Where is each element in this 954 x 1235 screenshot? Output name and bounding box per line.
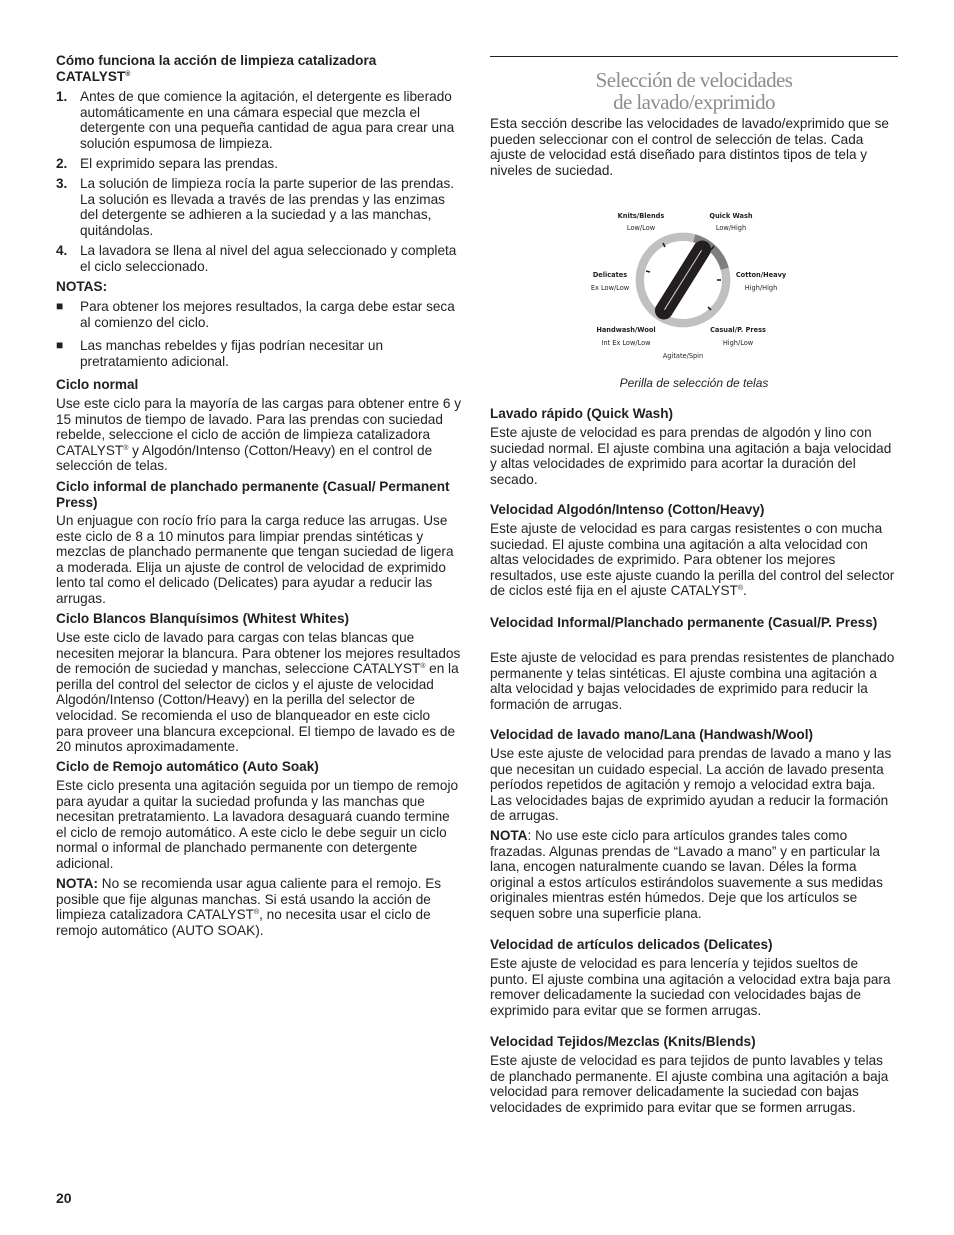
speeds-intro: Esta sección describe las velocidades de lavado/exprimido que se pueden seleccionar con el control de selección de telas. Cada ajuste de velocidad está diseñado para distintos tipos de tela y niveles de suciedad.	[490, 116, 889, 178]
fabric-selector-knob-diagram	[580, 200, 808, 365]
section-text-whites	[56, 630, 461, 755]
section-text-casual: Un enjuague con rocío frío para la carga reduce las arrugas. Use este ciclo de 8 a 10 minutos para limpiar prendas sintéticas y mezclas de planchado permanente que tengan suciedad de ligera a moderada. Elija un ajuste de control de velocidad de exprimido lento tal como el delicado (Delicates) para ayudar a reducir las arrugas.	[56, 513, 454, 606]
section-heading-delicates: Velocidad de artículos delicados (Delicates)	[490, 937, 773, 952]
page-title	[490, 69, 898, 113]
page-number: 20	[56, 1190, 72, 1206]
knob-label-handwash: Handwash/Wool	[596, 326, 656, 334]
step-number: 2.	[56, 156, 68, 171]
step-3	[56, 176, 461, 238]
section-text-soak: Este ciclo presenta una agitación seguida por un tiempo de remojo para ayudar a quitar la suciedad profunda y las manchas que necesitan pretratamiento. La lavadora desaguará cuando termine el ciclo de remojo automático. A este ciclo le debe seguir un ciclo normal o informal de planchado permanente con detergente adicional.	[56, 778, 459, 871]
note-item	[56, 338, 461, 369]
step-number: 4.	[56, 243, 68, 258]
knob-label-agitate: Agitate/Spin	[662, 352, 704, 360]
text-run: No se recomienda usar agua caliente para el remojo. Es posible que fije algunas manchas. Si está usando la acción de limpieza catalizadora CATALYST	[56, 876, 442, 923]
handwash-note	[490, 828, 898, 922]
knob-sub-cotton: High/High	[744, 284, 778, 292]
note-text: Para obtener los mejores resultados, la carga debe estar seca al comienzo del ciclo.	[80, 299, 455, 330]
knob-label-knits: Knits/Blends	[617, 212, 665, 220]
section-text-casual-press: Este ajuste de velocidad es para prendas resistentes de planchado permanente y telas sintéticas. El ajuste combina una agitación a alta velocidad y bajas velocidades de exprimido para reducir la formación de arrugas.	[490, 650, 895, 712]
notes-heading: NOTAS:	[56, 279, 108, 294]
step-text: La solución de limpieza rocía la parte superior de las prendas. La solución es llevada a través de las prendas y las enzimas del detergente se adhieren a la suciedad y a las manchas, quitándolas.	[80, 176, 455, 238]
knob-sub-delicates: Ex Low/Low	[590, 284, 630, 292]
step-number: 3.	[56, 176, 68, 191]
section-rule	[490, 56, 898, 57]
knob-dial	[636, 233, 731, 328]
step-number: 1.	[56, 89, 68, 104]
text-run: Use este ciclo de lavado para cargas con telas blancas que necesiten mejorar la blancura. Para obtener los mejores resultados de remoción de suciedad y manchas, seleccione CATALYST	[56, 630, 461, 677]
registered-mark: ®	[123, 444, 129, 452]
section-heading-handwash: Velocidad de lavado mano/Lana (Handwash/Wool)	[490, 727, 814, 742]
section-text-normal	[56, 396, 461, 474]
step-2	[56, 156, 461, 172]
note-item	[56, 299, 461, 330]
bullet-icon: ■	[56, 338, 64, 352]
title-line2: de lavado/exprimido	[613, 90, 775, 114]
section-text-handwash: Use este ajuste de velocidad para prendas de lavado a mano y las que necesitan un cuidado especial. La acción de lavado presenta períodos repetidos de agitación y remojo a velocidad extra baja. Las velocidades bajas de exprimido ayudan a reducir la formación de arrugas.	[490, 746, 892, 824]
step-text: La lavadora se llena al nivel del agua seleccionado y completa el ciclo seleccionado.	[80, 243, 457, 274]
registered-mark: ®	[420, 663, 426, 671]
text-run: Use este ciclo para la mayoría de las cargas para obtener entre 6 y 15 minutos de tiempo de lavado. Para las prendas con suciedad rebelde, seleccione el ciclo de acción de limpieza catalizadora CATALYST	[56, 396, 462, 458]
section-heading-casual: Ciclo informal de planchado permanente (Casual/ Permanent Press)	[56, 479, 450, 510]
knob-sub-casual: High/Low	[722, 339, 754, 347]
note-text: Las manchas rebeldes y fijas podrían necesitar un pretratamiento adicional.	[80, 338, 384, 369]
bullet-icon: ■	[56, 299, 64, 313]
knob-label-quick: Quick Wash	[709, 212, 753, 220]
text-run: , no necesita usar el ciclo de remojo automático (AUTO SOAK).	[56, 907, 431, 938]
knob-label-casual: Casual/P. Press	[710, 326, 766, 334]
step-4	[56, 243, 461, 274]
section-text-knits: Este ajuste de velocidad es para tejidos de punto lavables y telas de planchado permanente. El ajuste combina una agitación a baja velocidad para remover delicadamente la suciedad con bajas velocidades de exprimido para evitar que se formen arrugas.	[490, 1053, 889, 1115]
text-run: Este ajuste de velocidad es para cargas resistentes o con mucha suciedad. El ajuste combina una agitación a alta velocidad con altas velocidades de exprimido. Para obtener los mejores resultados, use este ajuste cuando la perilla del control del selector de ciclos esté fija en el ajuste CATALYST	[490, 521, 895, 599]
knob-label-cotton: Cotton/Heavy	[735, 271, 787, 279]
step-text: El exprimido separa las prendas.	[80, 156, 278, 171]
step-1	[56, 89, 461, 151]
catalyst-heading-line1: Cómo funciona la acción de limpieza catalizadora	[56, 53, 377, 68]
figure-caption: Perilla de selección de telas	[619, 376, 769, 390]
section-heading-casual-press: Velocidad Informal/Planchado permanente (Casual/P. Press)	[490, 615, 878, 630]
knob-sub-handwash: Int Ex Low/Low	[601, 339, 651, 347]
knob-sub-quick: Low/High	[715, 224, 747, 232]
registered-mark: ®	[737, 585, 743, 593]
knob-label-delicates: Delicates	[592, 271, 628, 279]
registered-mark: ®	[253, 909, 260, 917]
section-heading-whites: Ciclo Blancos Blanquísimos (Whitest Whites)	[56, 611, 350, 626]
step-text: Antes de que comience la agitación, el detergente es liberado automáticamente en una cámara especial que mezcla el detergente con una pequeña cantidad de agua para crear una solución espumosa de limpieza.	[80, 89, 455, 151]
section-heading-quick: Lavado rápido (Quick Wash)	[490, 406, 674, 421]
note-label: NOTA	[490, 828, 528, 843]
text-run: .	[743, 583, 747, 599]
note-label: NOTA:	[56, 876, 99, 891]
section-heading-cotton: Velocidad Algodón/Intenso (Cotton/Heavy)	[490, 502, 765, 517]
section-heading-knits: Velocidad Tejidos/Mezclas (Knits/Blends)	[490, 1034, 756, 1049]
section-heading-soak: Ciclo de Remojo automático (Auto Soak)	[56, 759, 319, 774]
registered-mark: ®	[125, 70, 131, 78]
section-heading-normal: Ciclo normal	[56, 377, 139, 392]
title-line1: Selección de velocidades	[595, 68, 793, 92]
section-text-quick: Este ajuste de velocidad es para prendas de algodón y lino con suciedad normal. El ajuste combina una agitación a baja velocidad y altas velocidades de exprimido para acortar la duración del secado.	[490, 425, 892, 487]
catalyst-heading	[56, 53, 461, 84]
catalyst-heading-line2: CATALYST	[56, 68, 126, 84]
section-text-cotton	[490, 521, 898, 599]
text-run: y Algodón/Intenso (Cotton/Heavy) en el control de selección de telas.	[56, 442, 433, 474]
soak-note	[56, 876, 461, 938]
knob-sub-knits: Low/Low	[626, 224, 656, 232]
text-run: en la perilla del control del selector de ciclos y el ajuste de velocidad Algodón/Intenso (Cotton/Heavy) en la perilla del selector de velocidad. Se recomienda el uso de blanqueador en este ciclo para proveer una blancura excepcional. El tiempo de lavado es de 20 minutos aproximadamente.	[56, 661, 459, 755]
section-text-delicates: Este ajuste de velocidad es para lencería y tejidos sueltos de punto. El ajuste combina una agitación a velocidad extra baja para remover delicadamente la suciedad con velocidades bajas de exprimido para evitar que se formen arrugas.	[490, 956, 891, 1018]
text-run: : No use este ciclo para artículos grandes tales como frazadas. Algunas prendas de “Lavado a mano” y en particular la lana, encogen naturalmente cuando se lavan. Déles la forma original a estos artículos estirándolos suavemente a sus medidas originales mientras estén húmedos. Deje que los artículos se sequen sobre una superficie plana.	[490, 828, 883, 921]
